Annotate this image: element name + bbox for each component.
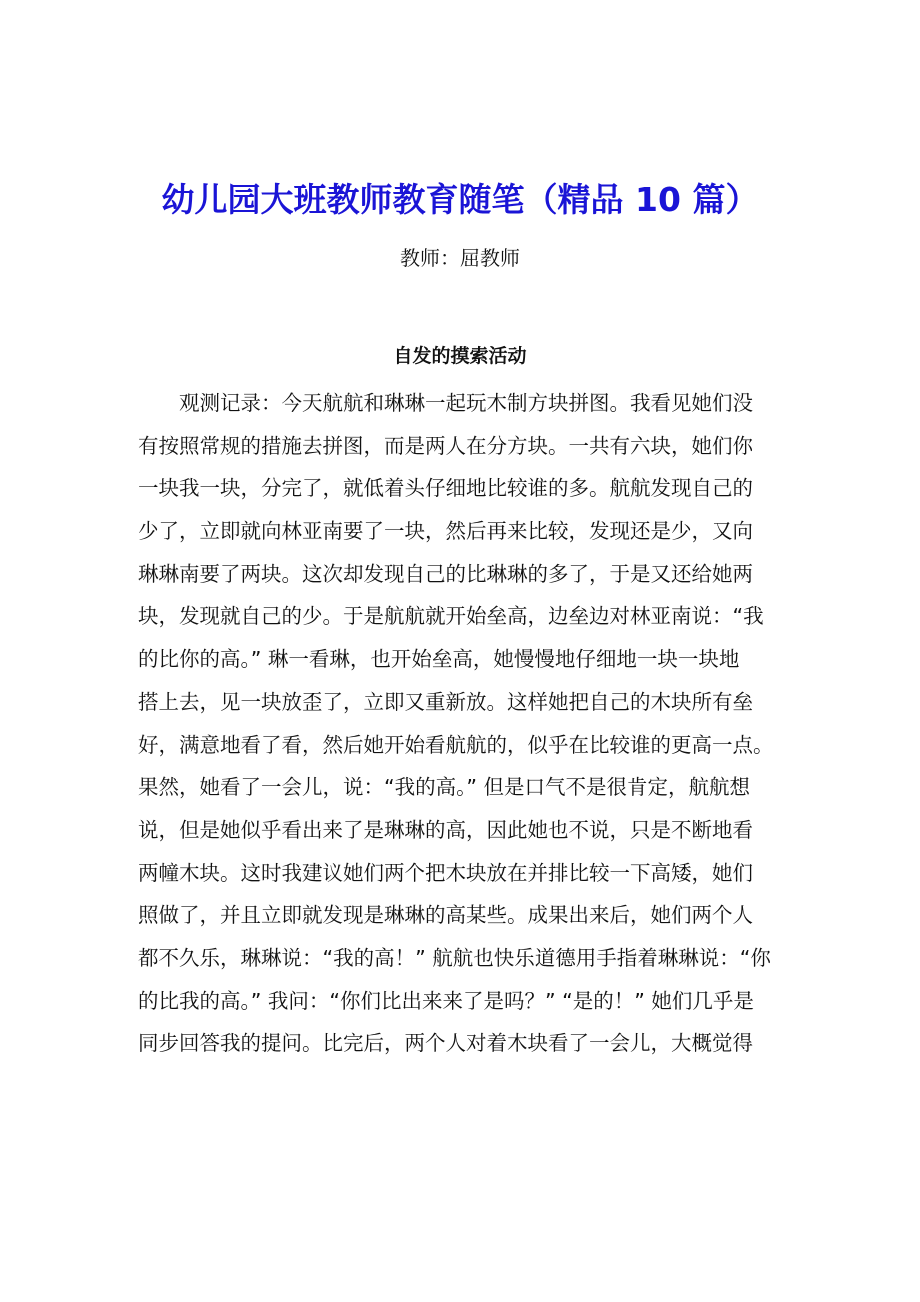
author-line: 教师：屈教师 [400, 246, 520, 270]
text-line: 观测记录：今天航航和琳琳一起玩木制方块拼图。我看见她们没 [179, 391, 753, 415]
text-line: 果然，她看了一会儿，说：“我的高。” 但是口气不是很肯定，航航想 [138, 775, 751, 800]
text-line: 同步回答我的提问。比完后，两个人对着木块看了一会儿，大概觉得 [138, 1031, 753, 1056]
text-line: 块，发现就自己的少。于是航航就开始垒高，边垒边对林亚南说：“我 [138, 604, 764, 629]
text-line: 好，满意地看了看，然后她开始看航航的，似乎在比较谁的更高一点。 [138, 732, 774, 757]
text-line: 搭上去，见一块放歪了，立即又重新放。这样她把自己的木块所有垒 [138, 689, 753, 714]
text-line: 的比我的高。” 我问：“你们比出来来了是吗？” “是的！” 她们几乎是 [138, 988, 754, 1013]
section-heading: 自发的摸索活动 [393, 345, 527, 367]
text-line: 的比你的高。” 琳一看琳，也开始垒高，她慢慢地仔细地一块一块地 [138, 647, 740, 672]
text-line: 说，但是她似乎看出来了是琳琳的高，因此她也不说，只是不断地看 [138, 817, 753, 842]
text-line: 有按照常规的措施去拼图，而是两人在分方块。一共有六块，她们你 [138, 433, 753, 458]
text-line: 一块我一块，分完了，就低着头仔细地比较谁的多。航航发现自己的 [138, 476, 753, 501]
text-line: 照做了，并且立即就发现是琳琳的高某些。成果出来后，她们两个人 [138, 903, 753, 928]
text-line: 两幢木块。这时我建议她们两个把木块放在并排比较一下高矮，她们 [138, 860, 753, 885]
text-line: 少了，立即就向林亚南要了一块，然后再来比较，发现还是少，又向 [138, 519, 753, 544]
text-line: 琳琳南要了两块。这次却发现自己的比琳琳的多了，于是又还给她两 [138, 561, 753, 586]
text-line: 都不久乐，琳琳说：“我的高！” 航航也快乐道德用手指着琳琳说：“你 [138, 945, 771, 970]
body-text [138, 382, 784, 1065]
document-title: 幼儿园大班教师教育随笔（精品 10 篇） [161, 180, 759, 219]
